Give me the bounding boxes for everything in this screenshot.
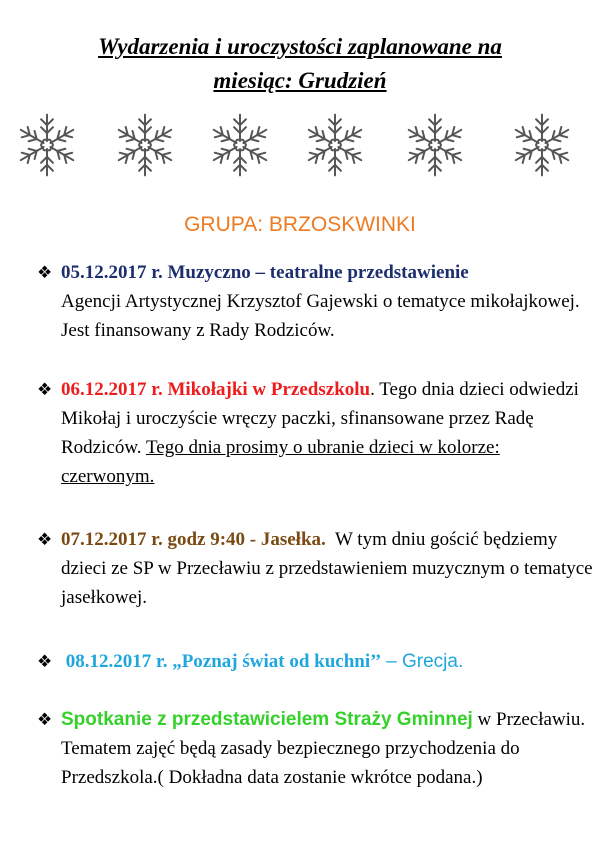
event-item-2	[37, 375, 593, 491]
diamond-bullet-icon: ❖	[37, 263, 53, 282]
event-title: 06.12.2017 r. Mikołajki w Przedszkolu	[61, 379, 371, 400]
event-text	[61, 525, 593, 612]
event-title: 08.12.2017 r. „Poznaj świat od kuchni’’	[65, 651, 382, 672]
diamond-bullet-icon: ❖	[37, 380, 53, 399]
event-text	[61, 258, 593, 345]
event-description: – Grecja.	[386, 651, 464, 672]
event-text	[61, 647, 593, 676]
diamond-bullet-icon: ❖	[37, 652, 53, 671]
event-title: 05.12.2017 r. Muzyczno – teatralne przedstawienie	[61, 262, 469, 283]
snowflake-icon	[207, 112, 273, 178]
event-description: W tym dniu gościć będziemy dzieci ze SP w Przecławiu z przedstawieniem muzycznym o tematyce jasełkowej.	[61, 529, 593, 608]
snowflake-icon	[112, 112, 178, 178]
event-item-5	[37, 705, 593, 792]
title-line-1: Wydarzenia i uroczystości zaplanowane na	[98, 34, 502, 59]
event-note: Tego dnia prosimy o ubranie dzieci w kolorze: czerwonym.	[61, 437, 500, 487]
event-item-3	[37, 525, 593, 612]
snowflake-icon	[402, 112, 468, 178]
title-line-2: miesiąc: Grudzień	[213, 68, 387, 93]
snowflake-icon	[14, 112, 80, 178]
event-title: Spotkanie z przedstawicielem Straży Gminnej	[61, 709, 473, 730]
snowflake-icon	[302, 112, 368, 178]
event-text	[61, 375, 593, 491]
event-description: . Tego dnia dzieci odwiedzi Mikołaj i uroczyście wręczy paczki, sfinansowane przez Radę Rodziców.	[61, 379, 579, 458]
page-title	[0, 30, 600, 98]
diamond-bullet-icon: ❖	[37, 710, 53, 729]
snowflake-row	[0, 112, 600, 182]
event-item-4	[37, 647, 593, 676]
event-text	[61, 705, 593, 792]
event-description: w Przecławiu. Tematem zajęć będą zasady bezpiecznego przychodzenia do Przedszkola.( Dokładna data zostanie wkrótce podana.)	[61, 709, 586, 788]
event-title: 07.12.2017 r. godz 9:40 - Jasełka.	[61, 529, 326, 550]
snowflake-icon	[509, 112, 575, 178]
event-item-1	[37, 258, 593, 345]
event-description: Agencji Artystycznej Krzysztof Gajewski o tematyce mikołajkowej. Jest finansowany z Rady Rodziców.	[61, 291, 580, 341]
group-heading: GRUPA: BRZOSKWINKI	[184, 213, 416, 236]
diamond-bullet-icon: ❖	[37, 530, 53, 549]
